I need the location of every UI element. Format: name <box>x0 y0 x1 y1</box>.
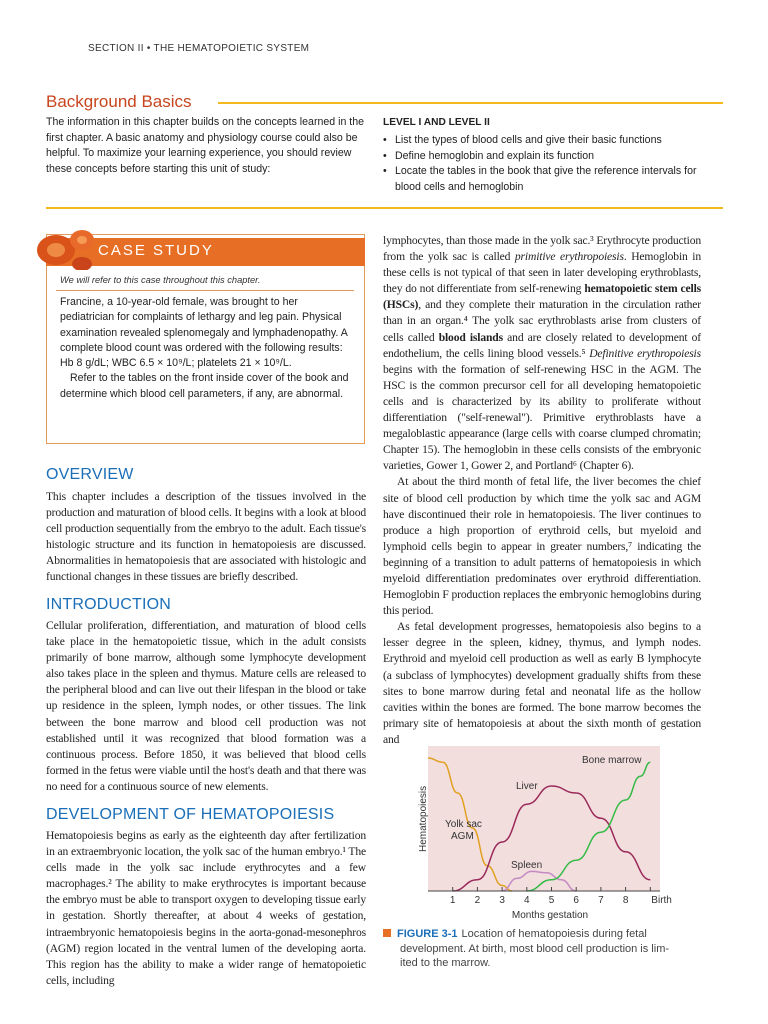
term: blood islands <box>438 330 503 344</box>
x-tick-label: 1 <box>449 895 456 906</box>
section-divider <box>46 207 723 209</box>
case-study-note: We will refer to this case throughout this chapter. <box>60 275 261 285</box>
series-line-spleen <box>502 871 576 891</box>
level-objectives-list <box>383 133 703 195</box>
series-label-bone-marrow: Bone marrow <box>582 755 642 766</box>
case-study-text <box>60 295 352 402</box>
text-run: and are closely related to development of endothelium, the cells lining blood vessels.⁵ <box>383 330 701 360</box>
paragraph: At about the third month of fetal life, the liver becomes the chief site of blood cell production by which time the yolk sac and AGM have discontinued their role in hematopoiesis. The liver continues to produce a high proportion of erythroid cells, but myeloid and lymphoid cells begin to appear in greater numbers,⁷ indicating the beginning of a transition to adult patterns of hematopoiesis in which myeloid differentiation predominates over erythroid differentiation. Hemoglobin F production replaces the embryonic hemoglobins during this period. <box>383 475 701 618</box>
figure-label: FIGURE 3-1 <box>397 928 458 940</box>
x-tick-label: Birth <box>651 895 672 906</box>
title-rule <box>218 102 723 104</box>
case-study-title: CASE STUDY <box>98 242 214 259</box>
caption-line: development. At birth, most blood cell production is lim- <box>400 942 670 955</box>
background-basics-text: The information in this chapter builds on the concepts learned in the first chapter. A basic anatomy and physiology course could also be helpful. To maximize your learning experience, you should review these concepts before starting this unit of study: <box>46 116 365 175</box>
x-tick-label: 5 <box>548 895 555 906</box>
text-run: , and they complete their maturation in the circulation rather than in an organ.⁴ The yolk sac erythroblasts arise from clusters of cells called <box>383 298 701 344</box>
x-tick-label: 2 <box>474 895 481 906</box>
introduction-text: Cellular proliferation, differentiation, and maturation of blood cells take place in the hematopoietic tissue, which in the adult consists primarily of bone marrow, although some lymphocyte development also takes place in the spleen and thymus. Mature cells are released to the peripheral blood and can live out their lifespan in the blood or take up residence in the spleen, lymph nodes, or other tissues. The link between the bone marrow and blood cell production was not established until it was recognized that blood formation was a continuous process. Before 1850, it was believed that blood cells formed in the fetus were viable until the host's death and that there was no need for a continuous source of new elements. <box>46 619 366 793</box>
case-paragraph: Francine, a 10-year-old female, was brought to her pediatrician for complaints of lethargy and leg pain. Physical examination revealed splenomegaly and lymphadenopathy. A complete blood count was ordered with the following results: Hb 8 g/dL; WBC 6.5 × 10⁹/L; platelets 21 × 10⁹/L. <box>60 296 348 370</box>
term: hematopoietic stem cells (HSCs) <box>383 282 702 312</box>
right-column-text <box>383 233 701 748</box>
text-run: begins with the formation of self-renewing HSC in the AGM. The HSC is the common precursor cell for all developing hematopoietic cells and is characterized by its ability to proliferate without differentiation ("self-renewal"). Primitive erythroblasts have a megaloblastic appearance (large cells with coarse clumped chromatin; Chapter 15). The hemoglobin in these cells consists of the embryonic varieties, Gower 1, Gower 2, and Portland⁶ (Chapter 6). <box>383 362 701 473</box>
blood-cells-icon <box>36 228 94 270</box>
background-basics-title: Background Basics <box>46 92 192 111</box>
objective-item: • Define hemoglobin and explain its function <box>383 149 703 165</box>
caption-marker <box>383 929 391 937</box>
paragraph: As fetal development progresses, hematopoiesis also begins to a lesser degree in the spleen, kidney, thymus, and lymph nodes. Erythroid and myeloid cell production as well as early B lymphocyte (a subclass of lymphocytes) development gradually shifts from these sites to bone marrow during fetal and neonatal life as the hollow cavities within the bones are formed. The bone marrow becomes the primary site of hematopoiesis at about the sixth month of gestation and <box>383 620 701 746</box>
development-text: Hematopoiesis begins as early as the eighteenth day after fertilization in an extraembryonic location, the yolk sac of the human embryo.¹ The cells made in the yolk sac include erythrocytes and a few macrophages.² The ability to make erythrocytes is important because the embryo must be able to transport oxygen to developing tissue early in gestation. Shortly thereafter, at about 4 weeks of gestation, intraembryonic hematopoiesis begins in the aorta-gonad-mesonephros (AGM) region located in the ventral lumen of the developing aorta. This region has the ability to make a wider range of hematopoietic cells, including <box>46 829 366 987</box>
paragraph <box>383 233 701 474</box>
y-axis-label: Hematopoiesis <box>418 785 429 852</box>
case-paragraph: Refer to the tables on the front inside cover of the book and determine which blood cell parameters, if any, are abnormal. <box>60 372 349 400</box>
series-line-bone-marrow <box>527 762 651 891</box>
introduction-heading: INTRODUCTION <box>46 596 172 613</box>
x-tick-label: 4 <box>524 895 530 906</box>
x-axis-label: Months gestation <box>511 910 589 921</box>
hematopoiesis-chart <box>410 740 700 922</box>
x-tick-label: 6 <box>573 895 579 906</box>
series-label-spleen: Spleen <box>511 860 543 871</box>
term: Definitive erythropoiesis <box>589 346 701 360</box>
text-run: lymphocytes, than those made in the yolk sac.³ Erythrocyte production from the yolk sac is called <box>383 234 701 264</box>
running-head: SECTION II • THE HEMATOPOIETIC SYSTEM <box>88 43 310 54</box>
level-heading: LEVEL I AND LEVEL II <box>383 117 490 128</box>
figure-caption <box>383 927 703 971</box>
term: primitive erythropoiesis <box>514 250 624 264</box>
caption-text: Location of hematopoiesis during fetal <box>461 928 647 940</box>
x-tick-label: 7 <box>598 895 604 906</box>
objective-item: • Locate the tables in the book that give the reference intervals for blood cells and hemoglobin <box>383 164 703 195</box>
overview-text: This chapter includes a description of the tissues involved in the production and maturation of blood cells. It begins with a look at blood cell production sequentially from the embryo to the adult. Each tissue's histologic structure and its function in hematopoiesis are discussed. Abnormalities in hematopoiesis that are associated with histologic and functional changes in these tissues are briefly described. <box>46 490 366 584</box>
caption-line: ited to the marrow. <box>400 957 491 969</box>
series-label-line: AGM <box>451 831 474 842</box>
case-study-rule <box>56 290 354 291</box>
series-label-line: Yolk sac <box>445 819 482 830</box>
series-label-liver: Liver <box>516 781 538 792</box>
overview-heading: OVERVIEW <box>46 466 134 483</box>
x-tick-label: 3 <box>499 895 505 906</box>
objective-item: • List the types of blood cells and give their basic functions <box>383 133 703 149</box>
caption-line <box>383 927 703 942</box>
x-tick-label: 8 <box>622 895 629 906</box>
development-heading: DEVELOPMENT OF HEMATOPOIESIS <box>46 806 335 823</box>
text-run: . Hemoglobin in these cells is not typical of that seen in later developing erythroblasts, they do not differentiate from self-renewing <box>383 250 701 296</box>
